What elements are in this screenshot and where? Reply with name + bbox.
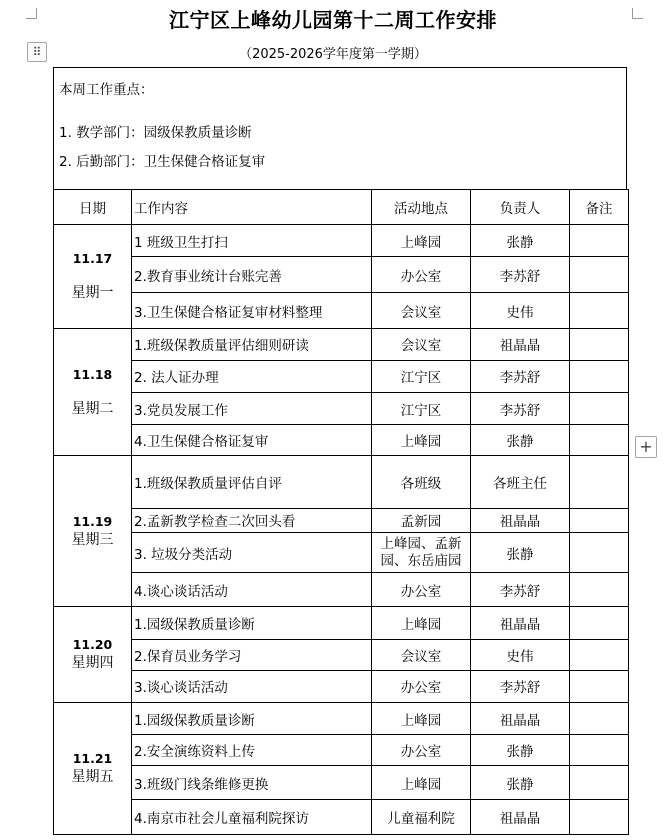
row-content: 3.谈心谈话活动 <box>132 670 372 702</box>
row-person: 祖晶晶 <box>471 508 570 532</box>
row-content: 1.园级保教质量诊断 <box>132 703 372 735</box>
row-place: 会议室 <box>372 328 471 360</box>
table-row <box>54 293 629 328</box>
row-notes <box>570 456 629 508</box>
row-content: 4.南京市社会儿童福利院探访 <box>132 799 372 834</box>
row-notes <box>570 735 629 766</box>
row-notes <box>570 225 629 257</box>
table-row <box>54 532 629 572</box>
table-row <box>54 393 629 425</box>
row-person: 祖晶晶 <box>471 607 570 639</box>
header-content: 工作内容 <box>132 190 372 225</box>
header-notes: 备注 <box>570 190 629 225</box>
day-cell-tue <box>54 328 132 456</box>
row-notes <box>570 328 629 360</box>
day-weekday: 星期五 <box>71 769 114 786</box>
row-place: 办公室 <box>372 257 471 293</box>
row-place: 上峰园、孟新园、东岳庙园 <box>372 532 471 572</box>
row-place: 办公室 <box>372 735 471 766</box>
row-notes <box>570 799 629 834</box>
row-person: 张静 <box>471 532 570 572</box>
row-place: 办公室 <box>372 573 471 607</box>
header-place: 活动地点 <box>372 190 471 225</box>
row-notes <box>570 425 629 456</box>
row-content: 4.谈心谈话活动 <box>132 573 372 607</box>
day-cell-mon <box>54 225 132 329</box>
row-content: 2.保育员业务学习 <box>132 639 372 670</box>
row-person: 史伟 <box>471 293 570 328</box>
row-notes <box>570 639 629 670</box>
row-place: 儿童福利院 <box>372 799 471 834</box>
row-notes <box>570 393 629 425</box>
day-date: 11.18 <box>72 366 113 382</box>
weekly-focus-box <box>53 67 627 190</box>
day-weekday: 星期四 <box>71 655 114 672</box>
row-person: 各班主任 <box>471 456 570 508</box>
row-notes <box>570 360 629 392</box>
schedule-table <box>53 189 629 835</box>
row-place: 上峰园 <box>372 703 471 735</box>
row-content: 2.孟新教学检查二次回头看 <box>132 508 372 532</box>
row-person: 李苏舒 <box>471 393 570 425</box>
row-place: 上峰园 <box>372 766 471 799</box>
table-row <box>54 607 629 639</box>
row-notes <box>570 670 629 702</box>
table-header-row <box>54 190 629 225</box>
row-place: 孟新园 <box>372 508 471 532</box>
day-cell-wed <box>54 456 132 607</box>
day-date: 11.17 <box>72 250 113 266</box>
table-row <box>54 639 629 670</box>
row-notes <box>570 257 629 293</box>
row-person: 祖晶晶 <box>471 703 570 735</box>
header-person: 负责人 <box>471 190 570 225</box>
day-weekday: 星期二 <box>71 400 114 417</box>
row-content: 1.园级保教质量诊断 <box>132 607 372 639</box>
day-date: 11.19 <box>72 513 113 529</box>
row-person: 史伟 <box>471 639 570 670</box>
row-place: 办公室 <box>372 670 471 702</box>
row-notes <box>570 508 629 532</box>
row-content: 3.卫生保健合格证复审材料整理 <box>132 293 372 328</box>
table-row <box>54 425 629 456</box>
row-person: 李苏舒 <box>471 670 570 702</box>
row-content: 2.教育事业统计台账完善 <box>132 257 372 293</box>
row-place: 上峰园 <box>372 607 471 639</box>
row-place: 各班级 <box>372 456 471 508</box>
focus-item-teaching: 1. 教学部门：园级保教质量诊断 <box>59 125 252 141</box>
move-handle-icon[interactable]: ⠿ <box>27 42 47 62</box>
row-place: 上峰园 <box>372 425 471 456</box>
table-row <box>54 225 629 257</box>
row-content: 1.班级保教质量评估细则研读 <box>132 328 372 360</box>
row-person: 张静 <box>471 766 570 799</box>
focus-item-logistics: 2. 后勤部门：卫生保健合格证复审 <box>59 154 266 170</box>
row-person: 李苏舒 <box>471 257 570 293</box>
row-content: 2. 法人证办理 <box>132 360 372 392</box>
row-content: 3. 垃圾分类活动 <box>132 532 372 572</box>
row-content: 3.班级门线条维修更换 <box>132 766 372 799</box>
table-row <box>54 508 629 532</box>
row-notes <box>570 766 629 799</box>
table-row <box>54 735 629 766</box>
row-content: 4.卫生保健合格证复审 <box>132 425 372 456</box>
row-place: 上峰园 <box>372 225 471 257</box>
row-person: 张静 <box>471 225 570 257</box>
table-row <box>54 670 629 702</box>
weekly-focus-label: 本周工作重点： <box>59 82 154 98</box>
day-cell-fri <box>54 703 132 835</box>
row-person: 张静 <box>471 425 570 456</box>
row-notes <box>570 607 629 639</box>
table-row <box>54 257 629 293</box>
table-row <box>54 360 629 392</box>
row-content: 1.班级保教质量评估自评 <box>132 456 372 508</box>
row-person: 张静 <box>471 735 570 766</box>
row-place: 会议室 <box>372 639 471 670</box>
row-content: 1 班级卫生打扫 <box>132 225 372 257</box>
day-cell-thu <box>54 607 132 703</box>
row-content: 2.安全演练资料上传 <box>132 735 372 766</box>
row-notes <box>570 293 629 328</box>
document-title: 江宁区上峰幼儿园第十二周工作安排 <box>169 8 497 32</box>
row-place: 江宁区 <box>372 360 471 392</box>
row-notes <box>570 573 629 607</box>
row-content: 3.党员发展工作 <box>132 393 372 425</box>
day-weekday: 星期三 <box>71 531 114 548</box>
row-place: 江宁区 <box>372 393 471 425</box>
table-row <box>54 328 629 360</box>
row-place: 会议室 <box>372 293 471 328</box>
day-weekday: 星期一 <box>71 284 114 301</box>
row-person: 祖晶晶 <box>471 328 570 360</box>
table-row <box>54 456 629 508</box>
table-row <box>54 799 629 834</box>
header-date: 日期 <box>54 190 132 225</box>
plus-icon[interactable]: + <box>635 436 657 458</box>
row-person: 李苏舒 <box>471 573 570 607</box>
row-notes <box>570 703 629 735</box>
document-subtitle: （2025-2026学年度第一学期） <box>239 47 427 62</box>
row-person: 李苏舒 <box>471 360 570 392</box>
table-row <box>54 573 629 607</box>
table-row <box>54 703 629 735</box>
row-person: 祖晶晶 <box>471 799 570 834</box>
row-notes <box>570 532 629 572</box>
day-date: 11.21 <box>72 751 113 767</box>
day-date: 11.20 <box>72 637 113 653</box>
table-row <box>54 766 629 799</box>
